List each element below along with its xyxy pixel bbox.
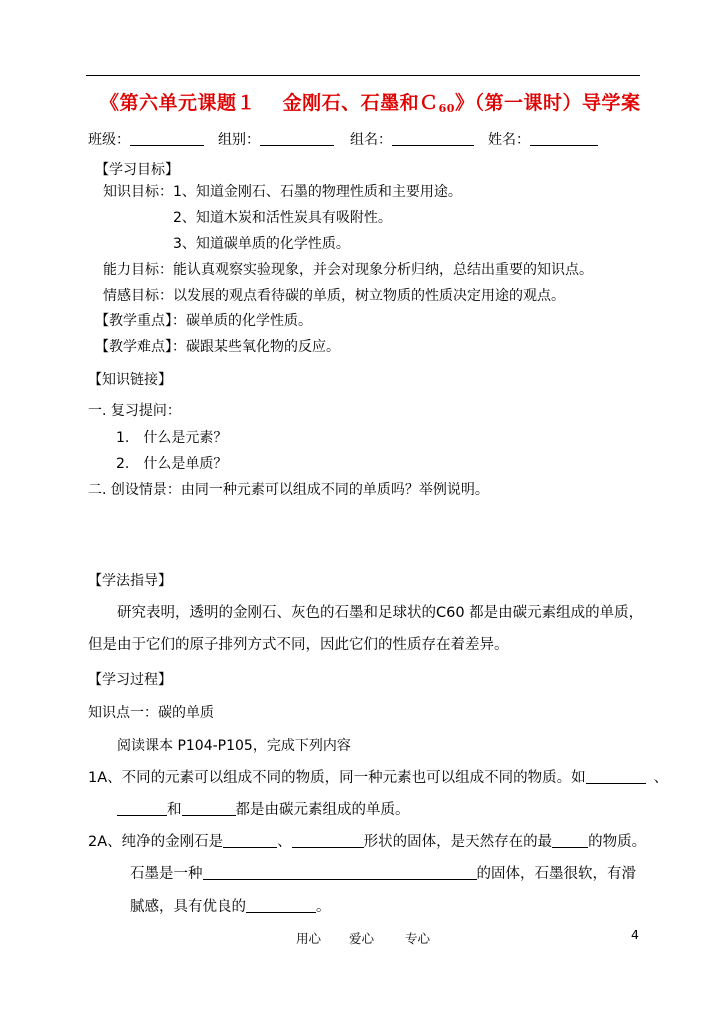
item-2-blank-5[interactable] bbox=[246, 898, 316, 913]
key-point: 【教学重点】：碳单质的化学性质。 bbox=[95, 313, 312, 329]
item-2-line-3: 腻感，具有优良的 。 bbox=[130, 899, 331, 915]
review-heading: 一. 复习提问： bbox=[88, 403, 181, 419]
class-field: 班级： bbox=[88, 130, 204, 150]
item-2-line-1: 2A、纯净的金刚石是 、 形状的固体，是天然存在的最 的物质。 bbox=[88, 834, 647, 850]
group-blank[interactable] bbox=[260, 131, 334, 146]
footer-motto-2: 爱心 bbox=[349, 931, 375, 946]
objectives-heading: 【学习目标】 bbox=[95, 162, 179, 178]
knowledge-point-1: 知识点一：碳的单质 bbox=[88, 705, 214, 721]
method-guide-line-1: 研究表明，透明的金刚石、灰色的石墨和足球状的C60 都是由碳元素组成的单质， bbox=[117, 605, 644, 621]
group-name-blank[interactable] bbox=[392, 131, 474, 146]
item-2-blank-2[interactable] bbox=[292, 833, 364, 848]
class-blank[interactable] bbox=[130, 131, 204, 146]
review-question-1: 1. 什么是元素？ bbox=[116, 430, 228, 446]
item-1-blank-2[interactable] bbox=[117, 801, 167, 816]
group-name-field: 组名： bbox=[350, 130, 474, 150]
process-heading: 【学习过程】 bbox=[88, 672, 172, 688]
item-1-blank-3[interactable] bbox=[182, 801, 236, 816]
header-rule bbox=[86, 75, 640, 76]
method-guide-line-2: 但是由于它们的原子排列方式不同，因此它们的性质存在着差异。 bbox=[88, 637, 509, 653]
method-guide-heading: 【学法指导】 bbox=[88, 573, 172, 589]
page-title: 《第六单元课题１ 金刚石、石墨和Ｃ$_{60}$》（第一课时）导学案 bbox=[100, 92, 641, 115]
group-field: 组别： bbox=[218, 130, 334, 150]
ability-objective: 能力目标：能认真观察实验现象，并会对现象分析归纳，总结出重要的知识点。 bbox=[103, 262, 593, 278]
knowledge-link-heading: 【知识链接】 bbox=[88, 372, 172, 388]
page-number: 4 bbox=[631, 927, 639, 942]
reading-instruction: 阅读课本 P104-P105，完成下列内容 bbox=[117, 738, 351, 754]
difficult-point: 【教学难点】：碳跟某些氧化物的反应。 bbox=[95, 339, 340, 355]
knowledge-objective-1: 知识目标：1、知道金刚石、石墨的物理性质和主要用途。 bbox=[103, 184, 462, 200]
emotion-objective: 情感目标：以发展的观点看待碳的单质，树立物质的性质决定用途的观点。 bbox=[103, 288, 565, 304]
footer-motto-3: 专心 bbox=[405, 931, 431, 946]
item-1-line-1: 1A、不同的元素可以组成不同的物质，同一种元素也可以组成不同的物质。如 、 bbox=[88, 770, 669, 786]
name-blank[interactable] bbox=[530, 131, 598, 146]
knowledge-objective-2: 2、知道木炭和活性炭具有吸附性。 bbox=[173, 210, 392, 226]
footer-motto-1: 用心 bbox=[296, 931, 322, 946]
item-2-blank-4[interactable] bbox=[203, 865, 477, 880]
knowledge-objective-3: 3、知道碳单质的化学性质。 bbox=[173, 236, 350, 252]
review-question-2: 2. 什么是单质？ bbox=[116, 456, 228, 472]
item-2-blank-1[interactable] bbox=[223, 833, 277, 848]
name-field: 姓名： bbox=[488, 130, 598, 150]
item-1-blank-1[interactable] bbox=[586, 769, 646, 784]
scenario-prompt: 二. 创设情景：由同一种元素可以组成不同的单质吗？举例说明。 bbox=[88, 482, 489, 498]
item-2-line-2: 石墨是一种 的固体，石墨很软，有滑 bbox=[130, 866, 636, 882]
item-1-line-2: 和 都是由碳元素组成的单质。 bbox=[117, 799, 410, 821]
item-2-blank-3[interactable] bbox=[552, 833, 588, 848]
